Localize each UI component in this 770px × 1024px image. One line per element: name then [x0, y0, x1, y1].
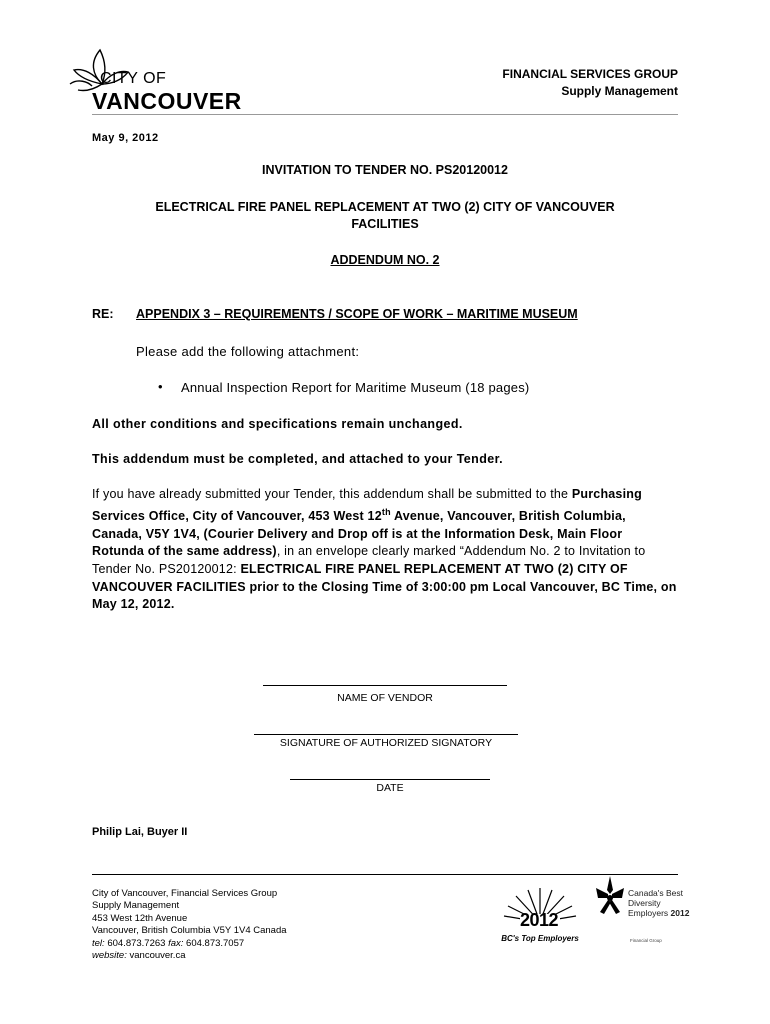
header-department [502, 66, 678, 100]
award2-text [628, 888, 689, 918]
signatory-label: SIGNATURE OF AUTHORIZED SIGNATORY [279, 737, 493, 749]
buyer-name: Philip Lai, Buyer II [92, 826, 188, 838]
logo-vancouver: VANCOUVER [92, 88, 242, 114]
footer-line1: City of Vancouver, Financial Services Group [92, 888, 278, 899]
submission-instructions [92, 486, 678, 614]
attachment-item: Annual Inspection Report for Maritime Museum (18 pages) [181, 380, 530, 395]
award1-year: 2012 [520, 910, 559, 930]
header-divider [92, 114, 678, 115]
date-label: DATE [376, 782, 404, 794]
award2-line1: Canada's Best [628, 888, 684, 898]
award1-label: BC's Top Employers [501, 934, 579, 943]
fax-value: 604.873.7057 [186, 937, 245, 949]
footer-line2: Supply Management [92, 900, 180, 912]
header-dept: Supply Management [561, 84, 678, 98]
addendum-number: ADDENDUM NO. 2 [330, 253, 440, 267]
footer-address [92, 888, 287, 962]
fax-label: fax: [168, 937, 184, 949]
vendor-name-label: NAME OF VENDOR [337, 692, 433, 704]
body-sup: th [381, 506, 391, 517]
date-signature-line[interactable] [290, 779, 490, 780]
logo-city-of: CITY OF [100, 70, 167, 87]
footer-line3: 453 West 12th Avenue [92, 912, 188, 924]
body-address: Purchasing Services Office, City of Vancouver, 453 West 12 [92, 487, 642, 523]
body-text-a: If you have already submitted your Tender, this addendum shall be submitted to the [92, 487, 569, 501]
tender-subtitle-line2: FACILITIES [351, 217, 419, 231]
addendum-requirement: This addendum must be completed, and attached to your Tender. [92, 452, 504, 466]
re-label: RE: [92, 307, 114, 321]
diversity-employers-badge-icon [590, 872, 630, 922]
tel-label: tel: [92, 937, 105, 949]
footer-phone [92, 938, 287, 950]
tel-value: 604.873.7263 [107, 937, 166, 949]
award2-employers: Employers [628, 908, 669, 918]
bullet-icon: • [158, 379, 163, 394]
footer-web [92, 950, 287, 962]
body-text-d: , in an envelope clearly marked “Addendum No. 2 to Invitation to Tender No. PS20120012: [92, 544, 646, 576]
body-address-cont: Avenue, Vancouver, British Columbia, Canada, V5Y 1V4, (Courier Delivery and Drop off is at the Information Desk, Main Floor Rotunda of the same address) [92, 508, 626, 559]
instruction-text: Please add the following attachment: [136, 344, 360, 359]
body-deadline: ELECTRICAL FIRE PANEL REPLACEMENT AT TWO (2) CITY OF VANCOUVER FACILITIES prior to the Closing Time of 3:00:00 pm Local Vancouver, BC Time, on May 12, 2012. [92, 561, 677, 612]
header-group: FINANCIAL SERVICES GROUP [502, 67, 678, 81]
award2-line3 [628, 908, 689, 918]
signatory-signature-line[interactable] [254, 734, 518, 735]
web-value: vancouver.ca [129, 950, 186, 962]
tender-subtitle-line1: ELECTRICAL FIRE PANEL REPLACEMENT AT TWO (2) CITY OF VANCOUVER [155, 200, 615, 214]
web-label: website: [92, 950, 127, 962]
document-date: May 9, 2012 [92, 132, 159, 144]
vendor-signature-line[interactable] [263, 685, 507, 686]
award2-year: 2012 [670, 908, 690, 918]
award2-sponsor: Financial Group [630, 938, 662, 943]
tender-subtitle [92, 199, 678, 233]
footer-line4: Vancouver, British Columbia V5Y 1V4 Canada [92, 925, 287, 937]
conditions-statement: All other conditions and specifications remain unchanged. [92, 417, 463, 431]
re-subject: APPENDIX 3 – REQUIREMENTS / SCOPE OF WORK – MARITIME MUSEUM [136, 307, 578, 321]
award2-line2: Diversity [628, 898, 661, 908]
tender-title: INVITATION TO TENDER NO. PS20120012 [262, 163, 508, 177]
